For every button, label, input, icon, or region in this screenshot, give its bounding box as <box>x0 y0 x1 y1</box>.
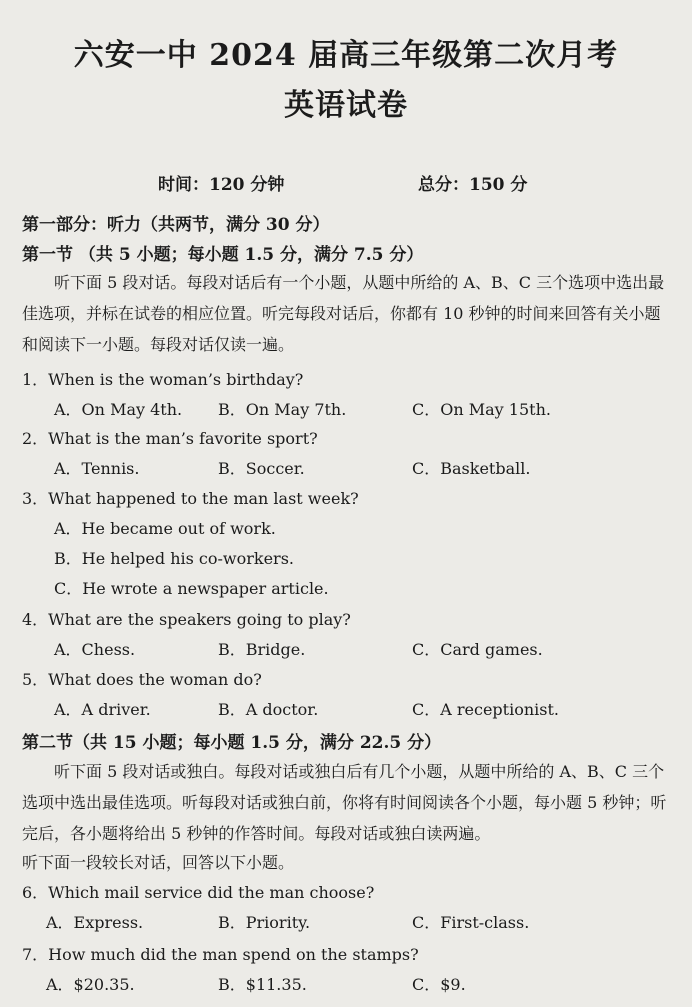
question-3-option-c: C．He wrote a newspaper article. <box>54 579 329 598</box>
exam-time: 时间：120 分钟 <box>158 175 285 195</box>
question-6-option-c: C．First-class. <box>412 913 530 932</box>
question-3: 3．What happened to the man last week? <box>22 489 359 508</box>
question-4-option-b: B．Bridge. <box>218 640 306 659</box>
section2-heading: 第二节（共 15 小题；每小题 1.5 分，满分 22.5 分） <box>22 733 442 753</box>
section2-instructions: 听下面 5 段对话或独白。每段对话或独白后有几个小题，从题中所给的 A、B、C 三个选项中选出最佳选项。听每段对话或独白前，你将有时间阅读各个小题，每小题 5 秒钟；听完后，各小题将给出 5 秒钟的作答时间。每段对话或独白读两遍。 <box>22 762 667 843</box>
question-3-option-b: B．He helped his co-workers. <box>54 549 295 568</box>
question-4-option-a: A．Chess. <box>54 640 136 659</box>
part1-heading: 第一部分：听力（共两节，满分 30 分） <box>22 215 330 235</box>
question-5-option-b: B．A doctor. <box>218 700 319 719</box>
question-6-option-a: A．Express. <box>46 913 144 932</box>
section1-instructions: 听下面 5 段对话。每段对话后有一个小题，从题中所给的 A、B、C 三个选项中选出最佳选项，并标在试卷的相应位置。听完每段对话后，你都有 10 秒钟的时间来回答有关小题和阅读下一小题。每段对话仅读一遍。 <box>22 273 665 354</box>
question-7-option-b: B．$11.35. <box>218 975 307 994</box>
exam-total-score: 总分：150 分 <box>418 175 528 195</box>
question-5-option-a: A．A driver. <box>54 700 151 719</box>
section2-lead: 听下面一段较长对话，回答以下小题。 <box>22 853 295 872</box>
question-4-option-c: C．Card games. <box>412 640 543 659</box>
question-1-option-a: A．On May 4th. <box>54 400 183 419</box>
question-3-option-a: A．He became out of work. <box>54 519 276 538</box>
question-5-option-c: C．A receptionist. <box>412 700 560 719</box>
question-2-option-b: B．Soccer. <box>218 459 305 478</box>
question-6: 6．Which mail service did the man choose? <box>22 883 375 902</box>
question-2: 2．What is the man’s favorite sport? <box>22 429 318 448</box>
question-1-option-b: B．On May 7th. <box>218 400 347 419</box>
question-1: 1．When is the woman’s birthday? <box>22 370 304 389</box>
exam-subtitle: 英语试卷 <box>284 88 408 123</box>
section1-heading: 第一节 （共 5 小题；每小题 1.5 分，满分 7.5 分） <box>22 245 424 265</box>
question-7-option-a: A．$20.35. <box>46 975 135 994</box>
exam-title: 六安一中 2024 届高三年级第二次月考 <box>73 38 619 73</box>
question-1-option-c: C．On May 15th. <box>412 400 551 419</box>
question-7: 7．How much did the man spend on the stamps? <box>22 945 419 964</box>
question-6-option-b: B．Priority. <box>218 913 311 932</box>
question-2-option-a: A．Tennis. <box>54 459 140 478</box>
question-2-option-c: C．Basketball. <box>412 459 531 478</box>
question-4: 4．What are the speakers going to play? <box>22 610 351 629</box>
question-7-option-c: C．$9. <box>412 975 466 994</box>
question-5: 5．What does the woman do? <box>22 670 262 689</box>
